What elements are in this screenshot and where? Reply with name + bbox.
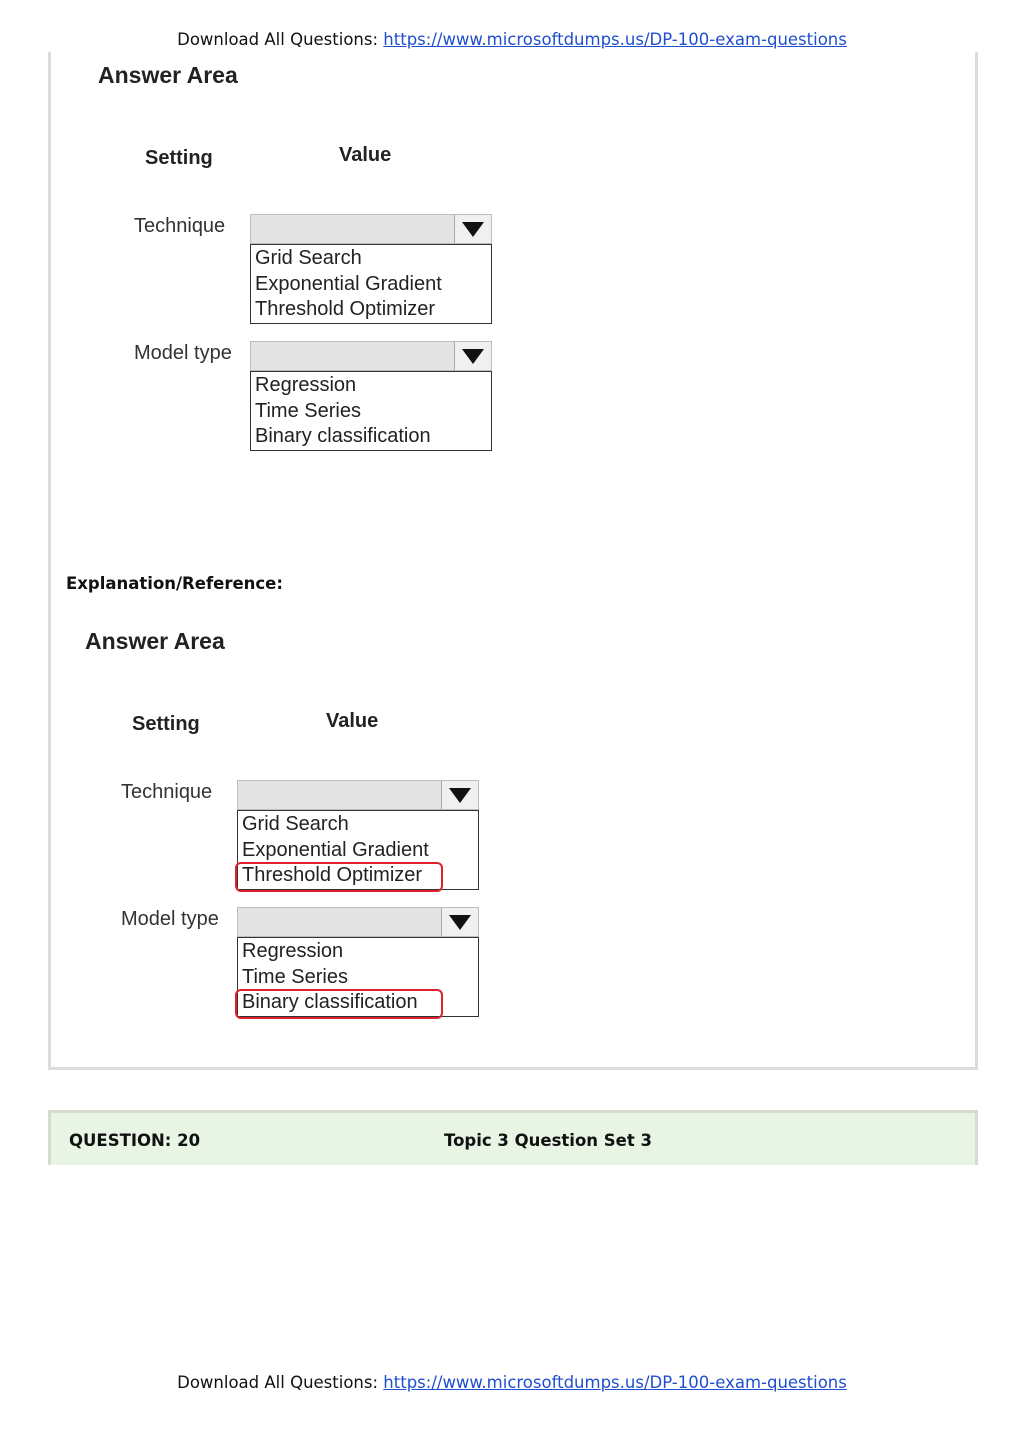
value-header: Value <box>339 144 392 166</box>
option-exponential-gradient[interactable]: Exponential Gradient <box>255 272 442 295</box>
model-type-dropdown-button[interactable] <box>454 342 491 370</box>
option-regression[interactable]: Regression <box>242 940 344 962</box>
answer-area-title: Answer Area <box>85 628 225 654</box>
triangle-down-icon <box>462 349 484 364</box>
footer-download-prefix: Download All Questions: <box>177 1373 384 1392</box>
option-exponential-gradient[interactable]: Exponential Gradient <box>242 838 429 861</box>
model-type-dropdown[interactable] <box>237 907 479 1017</box>
option-threshold-optimizer-selected[interactable]: Threshold Optimizer <box>242 863 478 889</box>
option-binary-classification-selected[interactable]: Binary classification <box>242 990 478 1016</box>
technique-dropdown-bar[interactable] <box>250 214 492 244</box>
technique-label: Technique <box>121 781 213 803</box>
model-type-label: Model type <box>121 908 219 930</box>
option-time-series[interactable]: Time Series <box>242 965 348 988</box>
header-download-link[interactable]: https://www.microsoftdumps.us/DP-100-exam-questions <box>383 30 847 49</box>
technique-dropdown[interactable] <box>250 214 492 324</box>
solution-answer-area <box>85 628 565 1048</box>
model-type-dropdown-button[interactable] <box>441 908 478 936</box>
question-number: QUESTION: 20 <box>69 1131 201 1150</box>
header-download-prefix: Download All Questions: <box>177 30 384 49</box>
header-download-line <box>0 30 1024 49</box>
technique-options-list <box>250 244 492 324</box>
technique-dropdown-bar[interactable] <box>237 780 479 810</box>
question-panel <box>48 52 978 1070</box>
technique-label: Technique <box>134 215 226 237</box>
setting-header: Setting <box>132 713 200 735</box>
technique-options-list <box>237 810 479 890</box>
option-regression[interactable]: Regression <box>255 374 357 396</box>
value-header: Value <box>326 710 379 732</box>
footer-download-line <box>0 1373 1024 1392</box>
setting-header: Setting <box>145 147 213 169</box>
technique-dropdown[interactable] <box>237 780 479 890</box>
option-time-series[interactable]: Time Series <box>255 399 361 422</box>
model-type-dropdown-bar[interactable] <box>250 341 492 371</box>
model-type-dropdown[interactable] <box>250 341 492 451</box>
triangle-down-icon <box>462 222 484 237</box>
model-type-options-list <box>250 371 492 451</box>
answer-area-title: Answer Area <box>98 62 238 88</box>
question-header-bar <box>48 1110 978 1165</box>
option-threshold-optimizer[interactable]: Threshold Optimizer <box>255 298 436 320</box>
triangle-down-icon <box>449 915 471 930</box>
question-topic: Topic 3 Question Set 3 <box>444 1131 652 1150</box>
technique-dropdown-button[interactable] <box>454 215 491 243</box>
footer-download-link[interactable]: https://www.microsoftdumps.us/DP-100-exam-questions <box>383 1373 847 1392</box>
explanation-label: Explanation/Reference: <box>66 574 283 593</box>
model-type-label: Model type <box>134 342 232 364</box>
option-binary-classification[interactable]: Binary classification <box>255 425 431 447</box>
question-answer-area <box>98 62 578 482</box>
model-type-dropdown-bar[interactable] <box>237 907 479 937</box>
option-grid-search[interactable]: Grid Search <box>255 247 362 269</box>
option-grid-search[interactable]: Grid Search <box>242 813 349 835</box>
model-type-options-list <box>237 937 479 1017</box>
triangle-down-icon <box>449 788 471 803</box>
technique-dropdown-button[interactable] <box>441 781 478 809</box>
